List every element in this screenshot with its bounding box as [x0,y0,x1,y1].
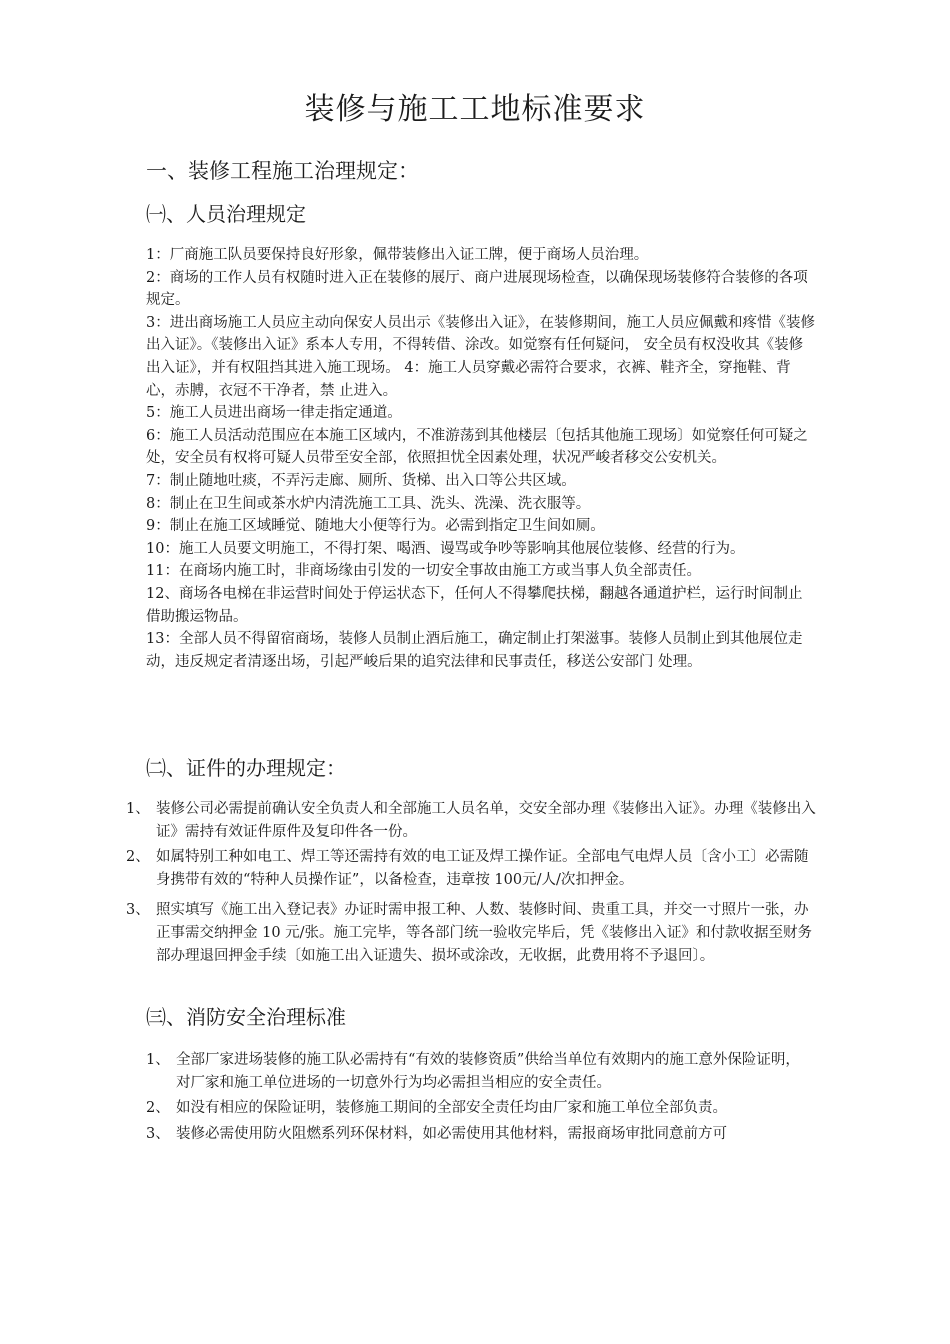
rule-paragraph: 1：厂商施工队员要保持良好形象，佩带装修出入证工牌，便于商场人员治理。 [146,247,649,263]
document-title: 装修与施工工地标准要求 [304,92,646,127]
rule-paragraph: 6：施工人员活动范围应在本施工区域内，不准游荡到其他楼层〔包括其他施工现场〕如觉察任何可疑之处，安全员有权将可疑人员带至安全部，依照担忧全因素处理，状况严峻者移交公安机关。 [146,427,808,467]
rule-paragraph: 3：进出商场施工人员应主动向保安人员出示《装修出入证》，在装修期间，施工人员应佩戴和疼惜《装修出入证》。《装修出入证》系本人专用，不得转借、涂改。如觉察有任何疑问， 安全员有权没收其《装修出入证》，并有权阻挡其进入施工现场。 4：施工人员穿戴必需符合要求，衣裤、鞋齐全，穿拖鞋、背心，赤膊，衣冠不干净者，禁 止进入。 [146,314,815,399]
fire-safety-rules [146,1046,806,1145]
list-item [126,899,816,967]
list-number: 3、 [126,902,150,919]
list-item [146,1097,806,1120]
list-text: 照实填写《施工出入登记表》办证时需申报工种、人数、装修时间、贵重工具，并交一寸照片一张，办正事需交纳押金 10 元/张。施工完毕，等各部门统一验收完毕后，凭《装修出入证》和付款收据至财务部办理退回押金手续〔如施工出入证遗失、损坏或涂改，无收据，此费用将不予退回〕。 [156,902,813,964]
list-number: 1、 [126,801,150,817]
rule-paragraph: 7：制止随地吐痰，不弄污走廊、厕所、货梯、出入口等公共区域。 [146,472,576,489]
list-number: 2、 [126,849,150,866]
list-text: 装修公司必需提前确认安全负责人和全部施工人员名单，交安全部办理《装修出入证》。办理《装修出入证》需持有效证件原件及复印件各一份。 [156,801,816,840]
list-item [126,798,816,843]
section-heading-1: 一、装修工程施工治理规定： [146,159,419,183]
list-item [126,846,816,891]
permit-rules [126,795,816,967]
rule-paragraph: 5：施工人员进出商场一律走指定通道。 [146,405,402,422]
rule-paragraph: 2：商场的工作人员有权随时进入正在装修的展厅、商户进展现场检查，以确保现场装修符合装修的各项规定。 [146,269,808,309]
rule-paragraph: 9：制止在施工区域睡觉、随地大小便等行为。必需到指定卫生间如厕。 [146,518,605,535]
list-text: 如没有相应的保险证明，装修施工期间的全部安全责任均由厂家和施工单位全部负责。 [176,1100,727,1117]
list-text: 装修必需使用防火阻燃系列环保材料，如必需使用其他材料，需报商场审批同意前方可 [176,1125,727,1142]
personnel-rules [146,244,816,673]
list-text: 全部厂家进场装修的施工队必需持有“有效的装修资质”供给当单位有效期内的施工意外保险证明，对厂家和施工单位进场的一切意外行为均必需担当相应的安全责任。 [176,1052,800,1091]
subheading-fire-safety: ㈢、消防安全治理标准 [146,1005,346,1029]
list-number: 2、 [146,1100,170,1117]
rule-paragraph: 8：制止在卫生间或茶水炉内清洗施工工具、洗头、洗澡、洗衣服等。 [146,495,591,512]
rule-paragraph: 13：全部人员不得留宿商场，装修人员制止酒后施工，确定制止打架滋事。装修人员制止到其他展位走动，违反规定者清逐出场，引起严峻后果的追究法律和民事责任，移送公安部门 处理。 [146,631,803,670]
subheading-personnel: ㈠、人员治理规定 [146,202,306,226]
list-number: 1、 [146,1052,170,1068]
rule-paragraph: 11：在商场内施工时，非商场缘由引发的一切安全事故由施工方或当事人负全部责任。 [146,563,701,580]
list-text: 如属特别工种如电工、焊工等还需持有效的电工证及焊工操作证。全部电气电焊人员〔含小工〕必需随身携带有效的“特种人员操作证”，以备检查，违章按 100元/人/次扣押金。 [156,849,809,888]
rule-paragraph: 12、商场各电梯在非运营时间处于停运状态下，任何人不得攀爬扶梯，翻越各通道护栏，运行时间制止借助搬运物品。 [146,585,803,625]
list-number: 3、 [146,1125,170,1142]
list-item [146,1049,806,1094]
subheading-permits: ㈡、证件的办理规定： [146,756,346,780]
rule-paragraph: 10：施工人员要文明施工，不得打架、喝酒、谩骂或争吵等影响其他展位装修、经营的行为。 [146,540,745,557]
list-item [146,1123,806,1146]
